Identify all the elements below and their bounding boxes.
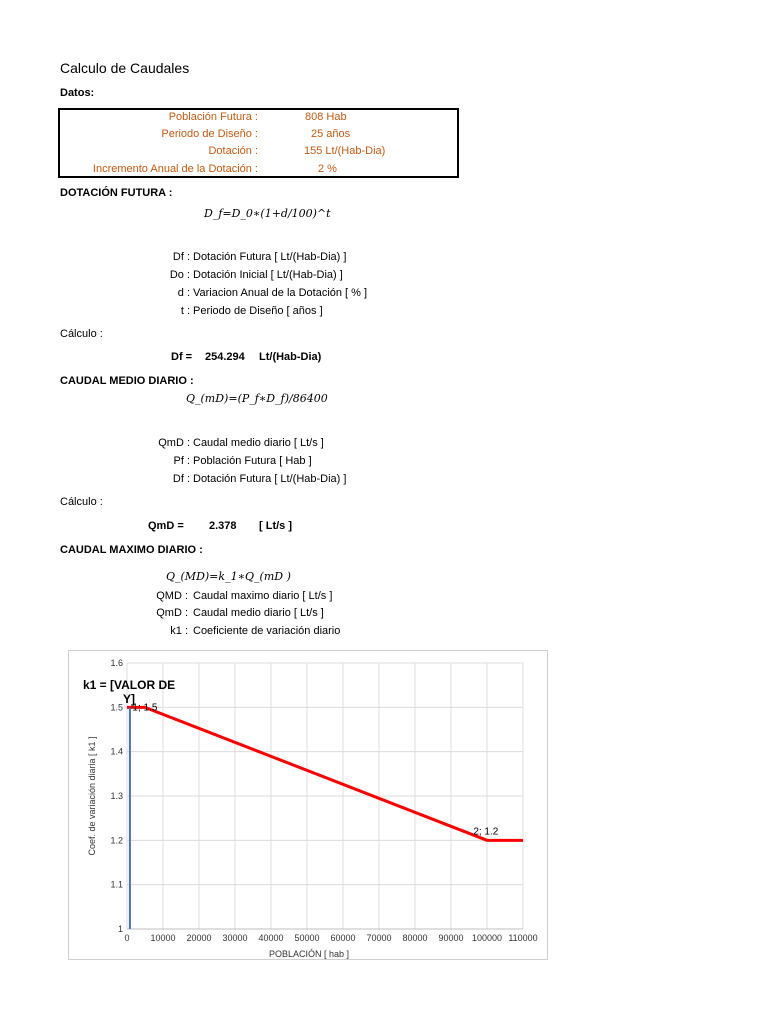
legend-desc: Caudal medio diario [ Lt/s ] <box>193 437 324 449</box>
legend-symbol: t : <box>180 305 190 317</box>
legend-symbol: Df : <box>172 251 190 263</box>
x-tick-label: 0 <box>124 933 130 943</box>
input-value: 155 Lt/(Hab-Dia) <box>304 145 386 157</box>
y-tick-label: 1.6 <box>110 658 123 668</box>
legend-desc: Dotación Futura [ Lt/(Hab-Dia) ] <box>193 251 347 263</box>
x-tick-label: 80000 <box>402 933 428 943</box>
result-value-df: 254.294 <box>205 351 245 363</box>
calc-label: Cálculo : <box>60 328 103 340</box>
y-tick-label: 1.4 <box>110 746 123 757</box>
input-label: Población Futura : <box>168 111 258 123</box>
page-title: Calculo de Caudales <box>60 60 190 76</box>
legend-desc: Dotación Inicial [ Lt/(Hab-Dia) ] <box>193 269 343 281</box>
legend-desc: Variacion Anual de la Dotación [ % ] <box>193 287 368 299</box>
x-tick-label: 100000 <box>471 933 503 943</box>
input-label: Dotación : <box>208 145 258 157</box>
legend-desc: Coeficiente de variación diario <box>193 625 341 637</box>
point-label: 1; 1.5 <box>132 702 158 714</box>
x-tick-label: 40000 <box>258 933 284 943</box>
legend-symbol: d : <box>177 287 190 299</box>
y-tick-label: 1.3 <box>110 791 123 801</box>
legend-symbol: QMD : <box>156 590 188 602</box>
section-heading-caudal-maximo: CAUDAL MAXIMO DIARIO : <box>60 544 203 556</box>
input-value: 2 % <box>318 163 337 175</box>
legend-symbol: QmD : <box>158 437 190 449</box>
formula-caudal-maximo: 𝑄_(𝑀𝐷)=𝑘_1∗Q_(mD ) <box>166 570 291 583</box>
result-label-df: Df = <box>171 351 193 363</box>
k1-chart <box>69 651 548 960</box>
calc-label: Cálculo : <box>60 496 103 508</box>
legend-desc: Población Futura [ Hab ] <box>193 455 312 467</box>
formula-caudal-medio: 𝑄_(𝑚𝐷)=(P_f∗𝐷_f)/86400 <box>186 392 328 405</box>
legend-desc: Caudal maximo diario [ Lt/s ] <box>193 590 333 602</box>
legend-symbol: Do : <box>169 269 190 281</box>
x-tick-label: 70000 <box>366 933 392 943</box>
legend-symbol: k1 : <box>170 625 188 637</box>
x-tick-label: 90000 <box>438 933 464 943</box>
legend-symbol: QmD : <box>156 607 188 619</box>
x-tick-label: 60000 <box>330 933 356 943</box>
x-tick-label: 110000 <box>508 933 538 943</box>
legend-desc: Caudal medio diario [ Lt/s ] <box>193 607 324 619</box>
result-value-qmd: 2.378 <box>209 520 237 532</box>
x-axis-label: POBLACIÓN [ hab ] <box>268 949 350 959</box>
y-axis-label: Coef. de variación diaria [ k1 ] <box>87 736 97 856</box>
legend-symbol: Df : <box>172 473 190 485</box>
formula-dotacion: 𝐷_𝑓=𝐷_0∗(1+𝑑/100)^𝑡 <box>204 207 331 220</box>
chart-frame <box>68 650 548 960</box>
legend-symbol: Pf : <box>173 455 190 467</box>
x-tick-label: 30000 <box>222 933 248 943</box>
legend-desc: Dotación Futura [ Lt/(Hab-Dia) ] <box>193 473 347 485</box>
section-heading-dotacion: DOTACIÓN FUTURA : <box>60 187 173 199</box>
point-label: 2; 1.2 <box>473 826 499 838</box>
y-tick-label: 1 <box>117 924 123 934</box>
input-value: 25 años <box>311 128 351 140</box>
y-tick-label: 1.5 <box>110 702 123 713</box>
legend-desc: Periodo de Diseño [ años ] <box>193 305 323 317</box>
result-unit-qmd: [ Lt/s ] <box>259 520 292 532</box>
datos-label: Datos: <box>60 87 95 99</box>
x-tick-label: 10000 <box>150 933 176 943</box>
x-tick-label: 50000 <box>294 933 320 943</box>
chart-title: k1 = [VALOR DE Y] <box>83 678 176 706</box>
k1-series-line <box>127 707 523 840</box>
y-tick-label: 1.2 <box>110 835 123 846</box>
input-label: Incremento Anual de la Dotación : <box>92 163 258 175</box>
section-heading-caudal-medio: CAUDAL MEDIO DIARIO : <box>60 375 194 387</box>
input-label: Periodo de Diseño : <box>161 128 258 140</box>
result-unit-df: Lt/(Hab-Dia) <box>259 351 322 363</box>
input-value: 808 Hab <box>305 111 347 123</box>
y-tick-label: 1.1 <box>110 879 123 890</box>
x-tick-label: 20000 <box>186 933 212 943</box>
result-label-qmd: QmD = <box>148 520 184 532</box>
